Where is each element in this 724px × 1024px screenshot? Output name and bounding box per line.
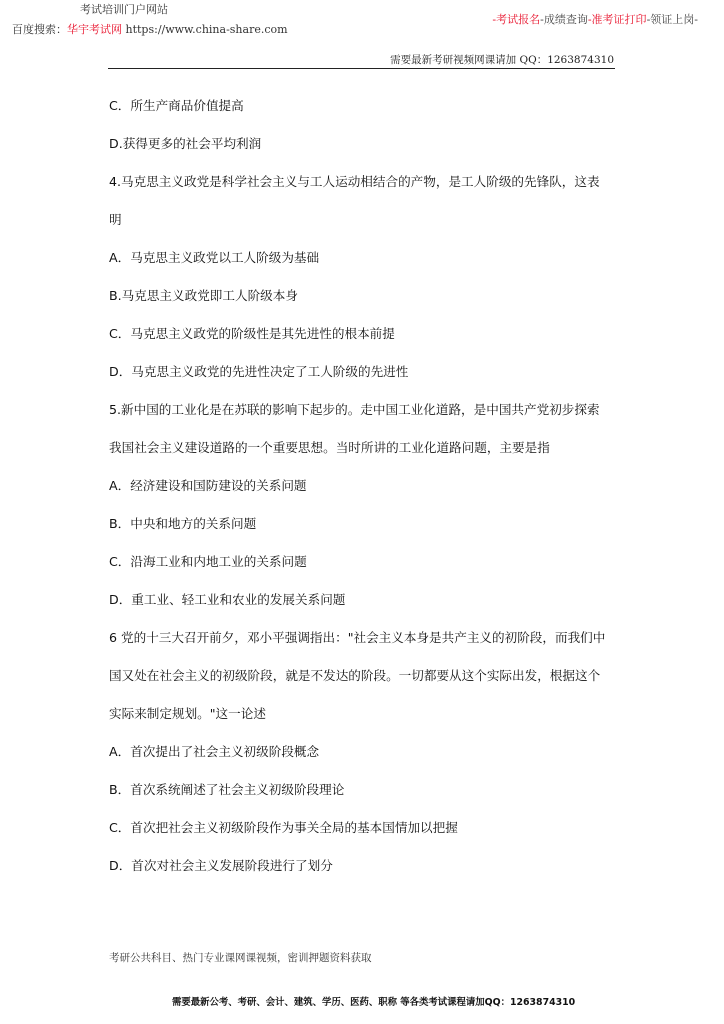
- document-body: [109, 98, 619, 896]
- question-6-option-a: A．首次提出了社会主义初级阶段概念: [109, 744, 320, 759]
- question-6-stem-line-3: 实际来制定规划。"这一论述: [109, 706, 266, 721]
- header-qq-note: 需要最新考研视频网课请加 QQ：1263874310: [390, 54, 614, 66]
- header-divider: [108, 68, 615, 69]
- search-label: 百度搜索：: [12, 23, 67, 36]
- question-6-option-c: C．首次把社会主义初级阶段作为事关全局的基本国情加以把握: [109, 820, 458, 835]
- site-url[interactable]: https://www.china-share.com: [125, 23, 288, 36]
- brand-link[interactable]: 华宇考试网: [67, 23, 122, 36]
- question-4-option-a: A．马克思主义政党以工人阶级为基础: [109, 250, 320, 265]
- question-6-option-b: B．首次系统阐述了社会主义初级阶段理论: [109, 782, 345, 797]
- search-line: [12, 21, 288, 37]
- header-link-certificate[interactable]: -领证上岗-: [646, 13, 698, 26]
- question-5-option-a: A．经济建设和国防建设的关系问题: [109, 478, 307, 493]
- question-6-stem-line-2: 国又处在社会主义的初级阶段，就是不发达的阶段。一切都要从这个实际出发，根据这个: [109, 668, 601, 683]
- question-5-option-d: D．重工业、轻工业和农业的发展关系问题: [109, 592, 346, 607]
- question-4-stem-line-1: 4.马克思主义政党是科学社会主义与工人运动相结合的产物，是工人阶级的先锋队，这表: [109, 174, 600, 189]
- question-4-stem-line-2: 明: [109, 212, 122, 227]
- site-title: 考试培训门户网站: [80, 3, 168, 16]
- question-5-option-b: B．中央和地方的关系问题: [109, 516, 257, 531]
- header-link-admission-ticket[interactable]: -准考证打印: [587, 13, 647, 26]
- question-5-stem-line-1: 5.新中国的工业化是在苏联的影响下起步的。走中国工业化道路，是中国共产党初步探索: [109, 402, 600, 417]
- header-links: [492, 11, 698, 27]
- question-6-option-d: D．首次对社会主义发展阶段进行了划分: [109, 858, 333, 873]
- question-4-option-d: D．马克思主义政党的先进性决定了工人阶级的先进性: [109, 364, 409, 379]
- header-link-score-query[interactable]: -成绩查询: [540, 13, 588, 26]
- question-5-option-c: C．沿海工业和内地工业的关系问题: [109, 554, 307, 569]
- question-3-option-c: C．所生产商品价值提高: [109, 98, 244, 113]
- question-6-stem-line-1: 6 党的十三大召开前夕，邓小平强调指出："社会主义本身是共产主义的初阶段，而我们中: [109, 630, 606, 645]
- footer-note: 考研公共科目、热门专业课网课视频，密训押题资料获取: [109, 952, 372, 964]
- header-link-registration[interactable]: -考试报名: [492, 13, 541, 26]
- question-5-stem-line-2: 我国社会主义建设道路的一个重要思想。当时所讲的工业化道路问题，主要是指: [109, 440, 550, 455]
- question-4-option-c: C．马克思主义政党的阶级性是其先进性的根本前提: [109, 326, 395, 341]
- footer-contact: 需要最新公考、考研、会计、建筑、学历、医药、职称 等各类考试课程请加QQ：1263874310: [172, 997, 576, 1008]
- question-3-option-d: D.获得更多的社会平均利润: [109, 136, 262, 151]
- question-4-option-b: B.马克思主义政党即工人阶级本身: [109, 288, 298, 303]
